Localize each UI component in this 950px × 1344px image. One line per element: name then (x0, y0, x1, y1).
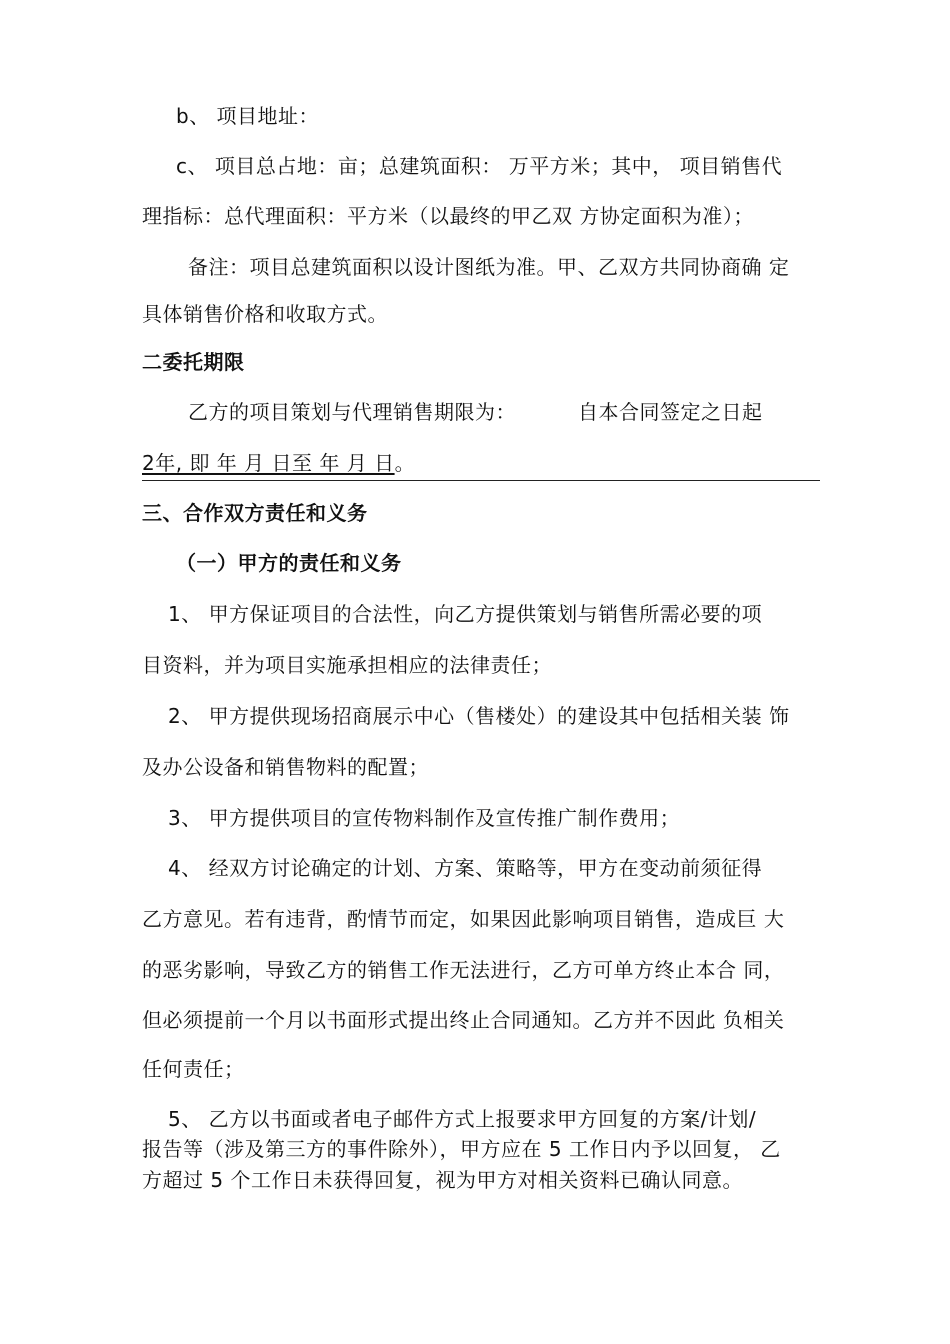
note-line2: 具体销售价格和收取方式。 (142, 302, 388, 326)
duty-4-line1: 4、 经双方讨论确定的计划、方案、策略等，甲方在变动前须征得 (168, 856, 763, 880)
term-line1-left: 乙方的项目策划与代理销售期限为： (188, 400, 516, 424)
project-area-item-line1: c、 项目总占地：亩；总建筑面积： 万平方米；其中， 项目销售代 (176, 154, 783, 178)
note-line1: 备注：项目总建筑面积以设计图纸为准。甲、乙双方共同协商确 定 (188, 255, 790, 279)
duty-4-line4: 但必须提前一个月以书面形式提出终止合同通知。乙方并不因此 负相关 (142, 1008, 785, 1032)
duty-2-line2: 及办公设备和销售物料的配置； (142, 755, 429, 779)
duty-5-line2: 报告等（涉及第三方的事件除外），甲方应在 5 工作日内予以回复， 乙 (142, 1137, 781, 1161)
project-address-item: b、 项目地址： (176, 104, 320, 128)
duty-4-line3: 的恶劣影响，导致乙方的销售工作无法进行，乙方可单方终止本合 同， (142, 958, 785, 982)
duty-1-line2: 目资料，并为项目实施承担相应的法律责任； (142, 653, 552, 677)
duty-1-line1: 1、 甲方保证项目的合法性，向乙方提供策划与销售所需必要的项 (168, 602, 763, 626)
duty-4-line5: 任何责任； (142, 1057, 245, 1081)
duty-2-line1: 2、 甲方提供现场招商展示中心（售楼处）的建设其中包括相关装 饰 (168, 704, 790, 728)
term-period-end: 。 (394, 451, 416, 475)
duty-4-line2: 乙方意见。若有违背，酌情节而定，如果因此影响项目销售，造成巨 大 (142, 907, 785, 931)
party-a-duties-subheading: （一）甲方的责任和义务 (176, 551, 402, 575)
duty-5-line1: 5、 乙方以书面或者电子邮件方式上报要求甲方回复的方案/计划/ (168, 1107, 757, 1131)
term-heading: 二委托期限 (142, 350, 245, 374)
duties-heading: 三、合作双方责任和义务 (142, 501, 368, 525)
duty-3: 3、 甲方提供项目的宣传物料制作及宣传推广制作费用； (168, 806, 681, 830)
term-line1-right: 自本合同签定之日起 (578, 400, 763, 424)
duty-5-line3: 方超过 5 个工作日未获得回复，视为甲方对相关资料已确认同意。 (142, 1168, 743, 1192)
section-divider (142, 480, 820, 481)
term-line2 (142, 450, 415, 476)
term-period-underlined: 2年, 即 年 月 日至 年 月 日 (142, 451, 395, 475)
project-area-item-line2: 理指标：总代理面积：平方米（以最终的甲乙双 方协定面积为准）； (142, 204, 754, 228)
